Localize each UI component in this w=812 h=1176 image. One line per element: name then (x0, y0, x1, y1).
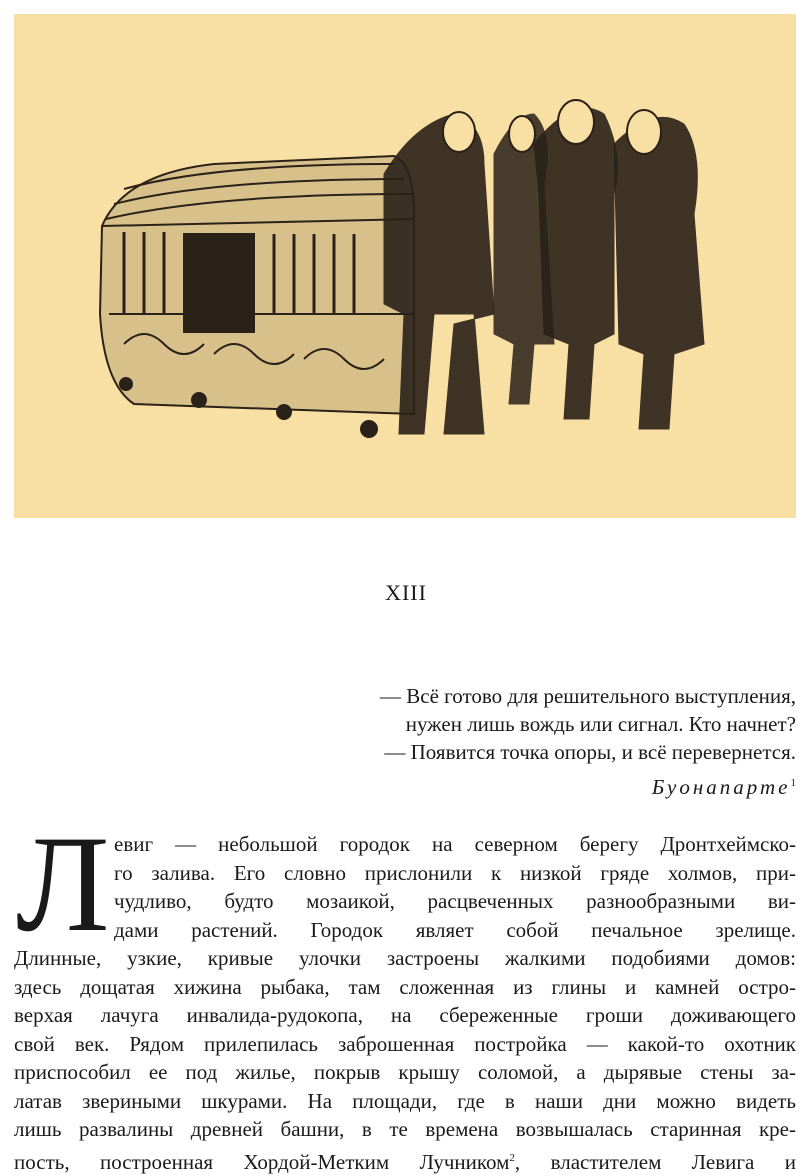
drop-cap-letter: Л (16, 830, 110, 940)
epigraph-line: — Всё готово для решительного выступления, (380, 684, 796, 708)
footnote-marker: 2 (509, 1151, 515, 1164)
footnote-marker: 1 (790, 777, 796, 789)
text-line: латав звериными шкурами. На площади, где в наши дни можно видеть (14, 1088, 796, 1113)
text-line: евиг — небольшой городок на северном берегу Дронтхеймско- (114, 832, 796, 856)
text-line: дами растений. Городок являет собой печальное зрелище. (114, 917, 796, 942)
epigraph-author-name: Буонапарте (651, 775, 791, 799)
chapter-text (14, 830, 796, 1172)
text-line: свой век. Рядом прилепилась заброшенная постройка — какой-то охотник (14, 1031, 796, 1056)
epigraph (380, 682, 796, 801)
text-line: здесь дощатая хижина рыбака, там сложенная из глины и камней остро- (14, 974, 796, 999)
text-line: верхая лачуга инвалида-рудокопа, на сбереженные гроши доживающего (14, 1003, 796, 1027)
text-line: го залива. Его словно прислонили к низкой гряде холмов, при- (114, 860, 796, 885)
text-fragment: , властителем Левига и (514, 1149, 797, 1174)
epigraph-line: нужен лишь вождь или сигнал. Кто начнет? (405, 712, 796, 736)
illustration-plate (14, 14, 796, 518)
text-line: Длинные, узкие, кривые улочки застроены жалкими подобиями домов: (14, 946, 796, 970)
drop-cap (14, 830, 118, 940)
text-line: лишь развалины древней башни, в те времена возвышалась старинная кре- (14, 1117, 796, 1141)
text-line: приспособил ее под жилье, покрыв крышу соломой, а дырявые стены за- (14, 1060, 796, 1084)
chapter-number: XIII (385, 580, 427, 605)
text-line: чудливо, будто мозаикой, расцвеченных разнообразными ви- (114, 889, 796, 913)
epigraph-author (380, 769, 796, 801)
engraving-illustration (14, 14, 796, 518)
text-fragment: пость, построенная Хордой-Метким Лучником (14, 1149, 510, 1174)
text-line-last (14, 1144, 796, 1173)
epigraph-line: — Появится точка опоры, и всё перевернется. (384, 740, 796, 764)
